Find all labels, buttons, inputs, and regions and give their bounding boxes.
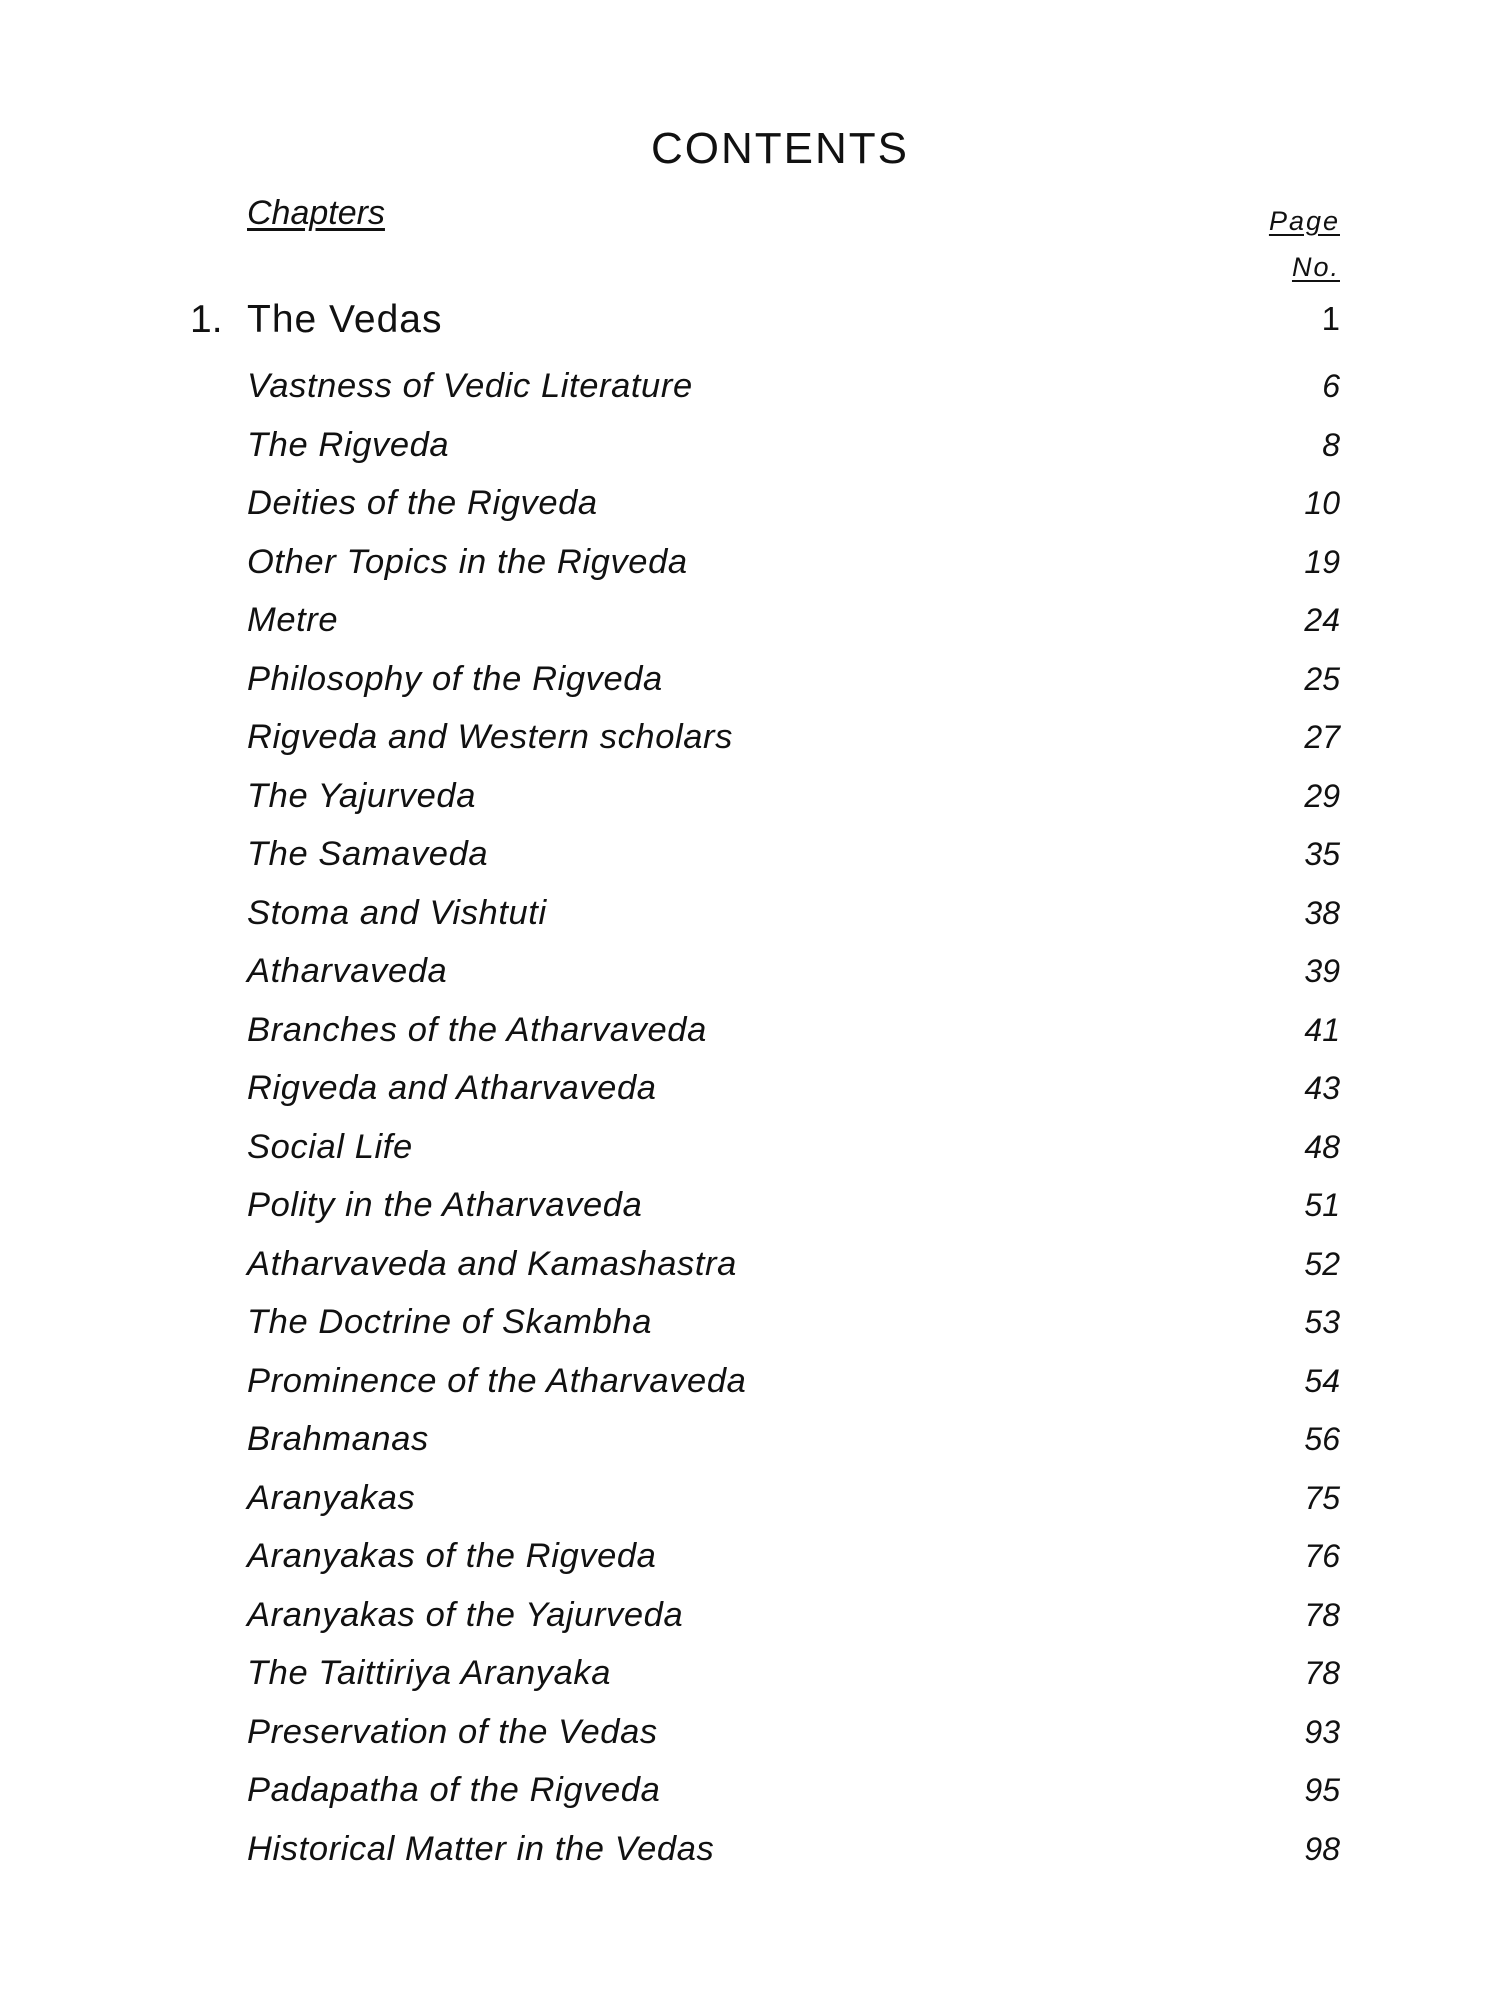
entry-title: Brahmanas: [247, 1420, 429, 1458]
entry-page-number: 52: [1304, 1245, 1340, 1282]
entry-page-number: 27: [1304, 719, 1340, 755]
entry-page-number: 95: [1304, 1772, 1340, 1808]
contents-entry-list: [247, 357, 1340, 1878]
entry-title: Other Topics in the Rigveda: [247, 542, 688, 581]
contents-entry: [247, 416, 1340, 475]
contents-entry: [247, 1059, 1340, 1118]
chapter-page-number: 1: [1321, 300, 1340, 337]
chapter-title: The Vedas: [247, 298, 443, 341]
entry-page-number: 8: [1322, 426, 1340, 463]
entry-title: The Samaveda: [247, 835, 489, 873]
entry-page-number: 78: [1304, 1596, 1340, 1633]
contents-entry: [247, 1410, 1340, 1469]
contents-entry: [247, 708, 1340, 767]
entry-page-number: 19: [1304, 543, 1340, 580]
contents-entry: [247, 1235, 1340, 1294]
entry-page-number: 24: [1304, 602, 1340, 638]
contents-entry: [247, 1761, 1340, 1820]
entry-page-number: 41: [1304, 1011, 1340, 1048]
entry-page-number: 76: [1304, 1538, 1340, 1574]
entry-page-number: 29: [1304, 777, 1340, 814]
contents-entry: [247, 1469, 1340, 1528]
entry-page-number: 38: [1304, 894, 1340, 931]
entry-page-number: 54: [1304, 1362, 1340, 1399]
entry-title: Polity in the Atharvaveda: [247, 1186, 643, 1224]
entry-title: Philosophy of the Rigveda: [247, 659, 663, 698]
chapters-column-header: Chapters: [247, 194, 385, 232]
entry-page-number: 51: [1304, 1187, 1340, 1223]
entry-page-number: 78: [1304, 1655, 1340, 1691]
contents-entry: [247, 884, 1340, 943]
entry-page-number: 25: [1304, 660, 1340, 697]
contents-entry: [247, 1118, 1340, 1177]
entry-title: Atharvaveda: [247, 952, 448, 990]
entry-title: The Taittiriya Aranyaka: [247, 1654, 612, 1692]
contents-entry: [247, 825, 1340, 884]
entry-title: Rigveda and Atharvaveda: [247, 1069, 657, 1107]
entry-title: The Rigveda: [247, 425, 450, 464]
contents-entry: [247, 533, 1340, 592]
contents-entry: [247, 1820, 1340, 1879]
entry-title: Atharvaveda and Kamashastra: [247, 1244, 737, 1283]
entry-title: Aranyakas of the Yajurveda: [247, 1595, 684, 1634]
contents-entry: [247, 591, 1340, 650]
entry-page-number: 43: [1304, 1070, 1340, 1106]
entry-title: Historical Matter in the Vedas: [247, 1829, 715, 1868]
contents-entry: [247, 942, 1340, 1001]
contents-entry: [247, 1293, 1340, 1352]
chapter-heading-row: [190, 298, 1340, 350]
entry-page-number: 10: [1304, 485, 1340, 521]
contents-entry: [247, 1644, 1340, 1703]
contents-entry: [247, 1586, 1340, 1645]
entry-page-number: 6: [1322, 368, 1340, 404]
entry-title: Aranyakas: [247, 1478, 416, 1517]
entry-title: Preservation of the Vedas: [247, 1712, 658, 1751]
page-label-line2: No.: [1291, 252, 1340, 282]
entry-title: Branches of the Atharvaveda: [247, 1010, 707, 1049]
contents-entry: [247, 650, 1340, 709]
contents-entry: [247, 1703, 1340, 1762]
entry-page-number: 75: [1304, 1479, 1340, 1516]
page-label-line1: Page: [1268, 206, 1340, 236]
entry-page-number: 56: [1304, 1421, 1340, 1457]
entry-title: Padapatha of the Rigveda: [247, 1771, 661, 1809]
chapter-number: 1.: [190, 298, 223, 341]
entry-page-number: 39: [1304, 953, 1340, 989]
entry-title: Metre: [247, 601, 339, 639]
contents-entry: [247, 1352, 1340, 1411]
contents-entry: [247, 357, 1340, 416]
entry-title: Aranyakas of the Rigveda: [247, 1537, 657, 1575]
contents-entry: [247, 767, 1340, 826]
entry-title: The Doctrine of Skambha: [247, 1303, 652, 1341]
entry-title: Rigveda and Western scholars: [247, 718, 733, 756]
entry-title: Stoma and Vishtuti: [247, 893, 547, 932]
entry-title: Prominence of the Atharvaveda: [247, 1361, 747, 1400]
contents-entry: [247, 1527, 1340, 1586]
entry-page-number: 35: [1304, 836, 1340, 872]
entry-title: Vastness of Vedic Literature: [247, 367, 693, 405]
page-title: CONTENTS: [651, 124, 909, 173]
page-number-column-header: [1269, 198, 1340, 290]
entry-title: Deities of the Rigveda: [247, 484, 598, 522]
entry-page-number: 98: [1304, 1830, 1340, 1867]
entry-page-number: 53: [1304, 1304, 1340, 1340]
contents-entry: [247, 474, 1340, 533]
contents-entry: [247, 1176, 1340, 1235]
contents-entry: [247, 1001, 1340, 1060]
entry-title: The Yajurveda: [247, 776, 477, 815]
entry-page-number: 93: [1304, 1713, 1340, 1750]
entry-page-number: 48: [1304, 1128, 1340, 1165]
entry-title: Social Life: [247, 1127, 413, 1166]
